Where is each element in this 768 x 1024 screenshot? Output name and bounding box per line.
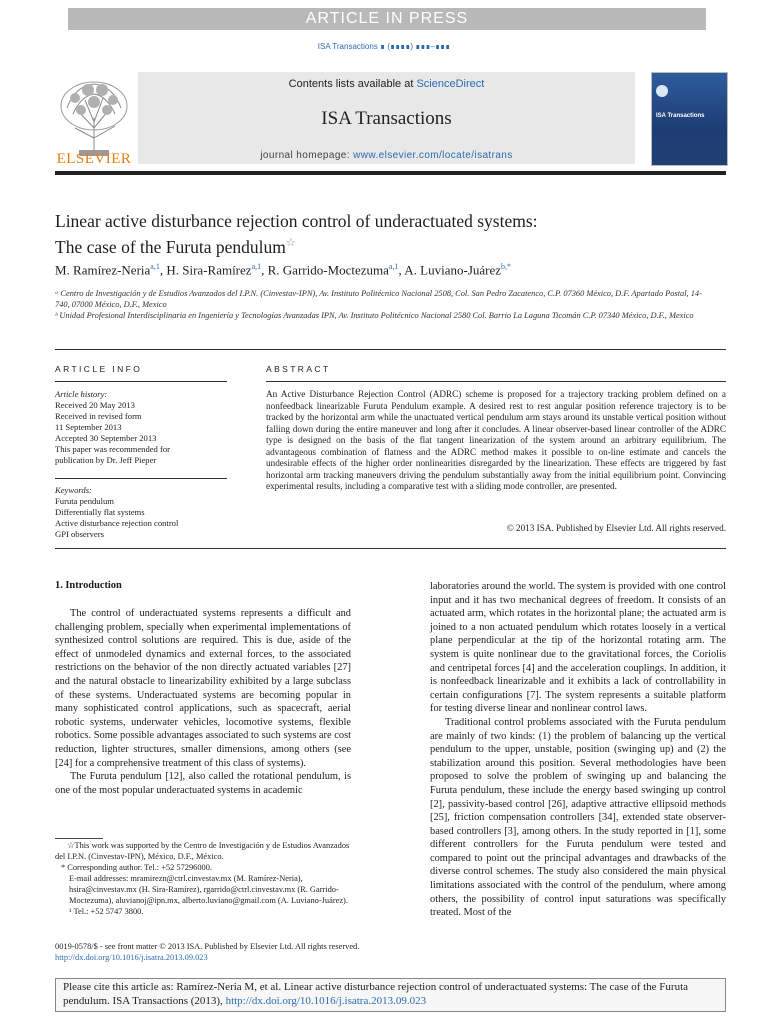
citation-doi-link[interactable]: http://dx.doi.org/10.1016/j.isatra.2013.09.023 bbox=[225, 994, 427, 1007]
history-line: Received 20 May 2013 bbox=[55, 400, 135, 410]
author-separator: , bbox=[159, 262, 167, 278]
intro-left-column bbox=[55, 607, 351, 797]
homepage-prefix: journal homepage: bbox=[260, 150, 354, 161]
paper-title bbox=[55, 210, 695, 258]
footnote-funding: ☆This work was supported by the Centro de Investigación y de Estudios Avanzados del I.P.N. (Cinvestav-IPN), México, D.F., México. bbox=[55, 841, 350, 861]
body-paragraph: laboratories around the world. The system is provided with one control input and it has two mechanical degrees of freedom. It consists of an actuated arm, which rotates in the horizontal plane; the actuated arm is joined to a non actuated pendulum which rotates loosely in a vertical plane perpendicular at the tip of the horizontal rotating arm. The system is quite nonlinear due to the gravitational forces, the Coriolis and centripetal forces [4] and the acceleration couplings. In addition, it is nonfeedback linearizable and it exhibits a lack of controllability in certain configurations [7]. The system represents a suitable platform for testing diverse linear and nonlinear control laws. bbox=[430, 581, 726, 715]
history-line: Accepted 30 September 2013 bbox=[55, 433, 157, 443]
author-affiliation-mark[interactable]: a,1 bbox=[388, 262, 399, 271]
author-list bbox=[55, 262, 735, 278]
cover-title: ISA Transactions bbox=[656, 113, 705, 119]
issn-line: 0019-0578/$ - see front matter © 2013 ISA. Published by Elsevier Ltd. All rights reserved. bbox=[55, 942, 360, 951]
history-keywords-rule bbox=[55, 478, 227, 479]
journal-title: ISA Transactions bbox=[321, 108, 452, 129]
affiliation-b: ᵇ Unidad Profesional Interdisciplinaria en Ingeniería y Tecnologías Avanzadas IPN, Av. Instituto Politécnico Nacional 2580 Col. Barrio La Laguna Ticomán C.P. 07340 México, D.F., Mexico bbox=[55, 311, 694, 320]
author-affiliation-mark[interactable]: b,* bbox=[501, 262, 512, 271]
footnote-corresponding: * Corresponding author. Tel.: +52 57296000. bbox=[61, 863, 212, 872]
history-label: Article history: bbox=[55, 389, 108, 399]
elsevier-wordmark[interactable]: ELSEVIER bbox=[56, 151, 132, 167]
history-line: This paper was recommended for bbox=[55, 444, 171, 454]
footnote-rule bbox=[55, 838, 103, 839]
history-line: 11 September 2013 bbox=[55, 422, 122, 432]
history-line: Received in revised form bbox=[55, 411, 142, 421]
author-name: H. Sira-Ramírez bbox=[166, 262, 252, 278]
sciencedirect-link[interactable]: ScienceDirect bbox=[416, 78, 485, 90]
keywords-block bbox=[55, 485, 225, 540]
keywords-label: Keywords: bbox=[55, 485, 92, 495]
author-name: A. Luviano-Juárez bbox=[404, 262, 502, 278]
footnote-emails: E-mail addresses: mramirezn@ctrl.cinvestav.mx (M. Ramírez-Neria), hsira@cinvestav.mx (H. Sira-Ramírez), rgarrido@ctrl.cinvestav.mx (R. Garrido-Moctezuma), aluvianoj@ipn.mx, alberto.luviano@gmail.com (A. Luviano-Juárez). bbox=[69, 874, 348, 905]
info-heading-rule bbox=[55, 381, 227, 382]
footnote-tel: ¹ Tel.: +52 5747 3800. bbox=[69, 907, 144, 916]
author-affiliation-mark[interactable]: a,1 bbox=[150, 262, 160, 271]
section-heading-introduction: 1. Introduction bbox=[55, 580, 122, 591]
author-separator: , bbox=[398, 262, 405, 278]
keyword-item: GPI observers bbox=[55, 529, 104, 539]
author-name: M. Ramírez-Neria bbox=[55, 262, 151, 278]
footnotes bbox=[55, 840, 353, 917]
masthead bbox=[55, 70, 726, 171]
article-in-press-banner: ARTICLE IN PRESS bbox=[68, 8, 706, 30]
title-line-1: Linear active disturbance rejection control of underactuated systems: bbox=[55, 211, 538, 231]
abstract-copyright: © 2013 ISA. Published by Elsevier Ltd. All rights reserved. bbox=[506, 523, 726, 533]
masthead-center-panel bbox=[138, 72, 635, 164]
affiliation-a: ᵃ Centro de Investigación y de Estudios Avanzados del I.P.N. (Cinvestav-IPN), Av. Instituto Politécnico Nacional 2508, Col. San Pedro Zacatenco, C.P. 07360 México, D.F. Apartado Postal, 14-740, 07000 México, D.F., Mexico bbox=[55, 289, 702, 309]
citation-box bbox=[55, 978, 726, 1012]
title-line-2: The case of the Furuta pendulum bbox=[55, 236, 286, 257]
journal-reference[interactable]: ISA Transactions ∎ (∎∎∎∎) ∎∎∎–∎∎∎ bbox=[317, 42, 451, 51]
keyword-item: Furuta pendulum bbox=[55, 496, 114, 506]
cover-emblem-icon bbox=[656, 85, 668, 97]
journal-homepage-link[interactable]: www.elsevier.com/locate/isatrans bbox=[353, 150, 513, 161]
history-line: publication by Dr. Jeff Pieper bbox=[55, 455, 157, 465]
author-affiliation-mark[interactable]: a,1 bbox=[251, 262, 262, 271]
info-top-rule bbox=[55, 349, 726, 350]
author-name: R. Garrido-Moctezuma bbox=[267, 262, 389, 278]
keyword-item: Differentially flat systems bbox=[55, 507, 145, 517]
intro-right-column bbox=[430, 580, 726, 920]
article-info-heading: ARTICLE INFO bbox=[55, 364, 143, 374]
body-paragraph: The Furuta pendulum [12], also called the rotational pendulum, is one of the most popular underactuated systems in academic bbox=[55, 771, 351, 796]
keyword-item: Active disturbance rejection control bbox=[55, 518, 179, 528]
contents-lists-line bbox=[138, 78, 635, 90]
title-footnote-star[interactable]: ☆ bbox=[285, 237, 296, 249]
doi-link[interactable]: http://dx.doi.org/10.1016/j.isatra.2013.09.023 bbox=[55, 953, 208, 962]
abstract-text: An Active Disturbance Rejection Control (ADRC) scheme is proposed for a trajectory tracking problem defined on a nonfeedback linearizable Furuta Pendulum example. A desired rest to rest angular position reference trajectory is to be tracked by the horizontal arm while the unactuated vertical pendulum arm stays around its unstable vertical position without falling down during the entire maneuver and long after it concludes. A linear observer-based linear controller of the ADRC type is designed on the basis of the flat tangent linearization of the system around an arbitrary equilibrium. The advantageous combination of flatness and the ADRC method makes it possible to on-line estimate and cancels the undesirable effects of the higher order nonlinearities disregarded by the linearization. These effects are triggered by fast horizontal arm tracking maneuvers driving the pendulum substantially away from the initial equilibrium point. Convincing experimental results, including a comparative test with a sliding mode controller, are presented. bbox=[266, 389, 726, 491]
masthead-rule bbox=[55, 171, 726, 175]
front-matter-meta bbox=[55, 941, 475, 963]
author-separator: , bbox=[261, 262, 268, 278]
abstract-heading-rule bbox=[266, 381, 726, 382]
citation-text: Please cite this article as: Ramírez-Neria M, et al. Linear active disturbance rejection control of underactuated systems: The case of the Furuta pendulum. ISA Transactions (2013), bbox=[63, 981, 689, 1007]
body-paragraph: Traditional control problems associated with the Furuta pendulum are mainly of two kinds: (1) the problem of balancing up the vertical pendulum to the upper, unstable, position (swinging up) and (2) the stabilization around this position. Several methodologies have been proposed to solve the problem of swinging up and balancing the Furuta pendulum, these include the energy based swinging up control [2], passivity-based control [26], adaptive attractive ellipsoid methods [25], friction compensation controllers [34], extended state observer-based controllers [3], among others. In the study reported in [1], some different controllers for the Furuta pendulum were tested and compared to point out the principal advantages and drawbacks of the diverse control schemes. The study also considered the main physical limitations associated with the control of the pendulum, where among others, the possibility of control input saturations was specifically treated. Most of the bbox=[430, 716, 726, 919]
journal-cover-thumbnail[interactable] bbox=[651, 72, 728, 166]
journal-homepage-line bbox=[138, 150, 635, 161]
article-history bbox=[55, 389, 225, 466]
body-paragraph: The control of underactuated systems represents a difficult and challenging problem, specially when experimental implementations of synthesized control solutions are required. This is due, aside of the effect of unmodeled dynamics and external forces, to the associated restrictions on the behavior of the non directly actuated variables [27] and the natural obstacle to linearizability exhibited by a large subclass of these systems. Underactuated systems are becoming popular in many sophisticated control applications, such as spacecraft, aerial robotic systems, underwater vehicles, locomotive systems, flexible robotics. Some possible advantages associated to such systems are cost reduction, lighter structures, smaller dimensions, among others (see [24] for a comprehensive treatment of this class of systems). bbox=[55, 608, 351, 769]
abstract-bottom-rule bbox=[55, 548, 726, 549]
contents-prefix: Contents lists available at bbox=[288, 78, 417, 90]
abstract-heading: ABSTRACT bbox=[266, 364, 331, 374]
